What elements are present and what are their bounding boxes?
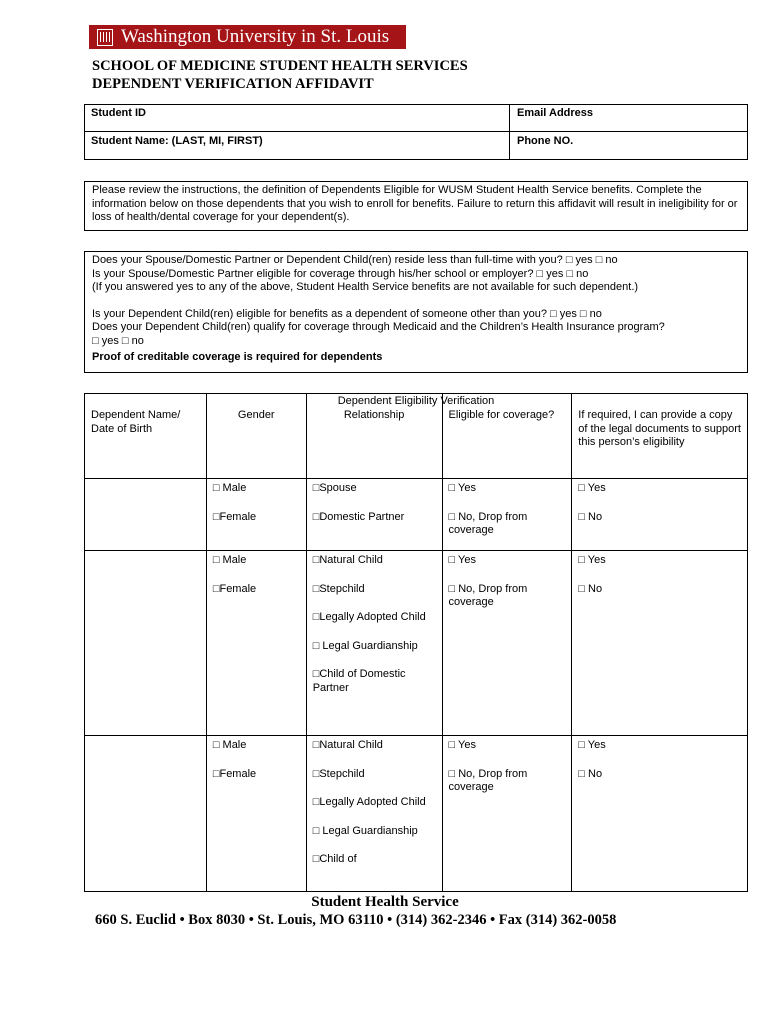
relationship-adopted-checkbox[interactable]: □Legally Adopted Child <box>312 611 426 623</box>
table-row <box>85 551 748 736</box>
header-gender: Gender <box>206 394 306 479</box>
relationship-domestic-partner-checkbox[interactable]: □Domestic Partner <box>312 510 405 523</box>
proof-note: Proof of creditable coverage is required for dependents <box>92 351 383 363</box>
documents-yes-checkbox[interactable]: □ Yes <box>578 482 606 494</box>
eligible-no-checkbox[interactable]: □ No, Drop from coverage <box>448 582 528 608</box>
eligible-yes-checkbox[interactable]: □ Yes <box>448 482 476 494</box>
documents-no-checkbox[interactable]: □ No <box>578 582 603 595</box>
relationship-guardianship-checkbox[interactable]: □ Legal Guardianship <box>312 639 418 652</box>
gender-female-checkbox[interactable]: □Female <box>212 767 257 780</box>
email-field[interactable]: Email Address <box>517 107 594 119</box>
footer-office: Student Health Service <box>311 894 459 910</box>
phone-field[interactable]: Phone NO. <box>517 135 574 147</box>
question-note: (If you answered yes to any of the above, Student Health Service benefits are not available for such dependent.) <box>92 281 639 293</box>
eligible-no-checkbox[interactable]: □ No, Drop from coverage <box>448 510 528 536</box>
student-info-box <box>84 104 748 160</box>
table-row <box>85 479 748 551</box>
header-eligible: Eligible for coverage? <box>442 394 572 479</box>
relationship-stepchild-checkbox[interactable]: □Stepchild <box>312 582 365 595</box>
relationship-natural-child-checkbox[interactable]: □Natural Child <box>312 739 383 751</box>
relationship-spouse-checkbox[interactable]: □Spouse <box>312 482 357 494</box>
dependent-name-cell[interactable] <box>85 551 207 736</box>
dependent-name-cell[interactable] <box>85 736 207 892</box>
relationship-stepchild-checkbox[interactable]: □Stepchild <box>312 767 365 780</box>
university-logo <box>89 25 406 49</box>
instructions-box <box>84 181 748 231</box>
eligible-no-checkbox[interactable]: □ No, Drop from coverage <box>448 767 528 793</box>
table-row <box>85 736 748 892</box>
documents-no-checkbox[interactable]: □ No <box>578 510 603 523</box>
dependent-table <box>84 393 748 892</box>
relationship-child-of-partner-checkbox[interactable]: □Child of <box>312 853 357 865</box>
instructions-text: Please review the instructions, the definition of Dependents Eligible for WUSM Student Health Service benefits. Complete the information below on those dependents that you wish to enroll for benefits. Failure to return this affidavit will result in ineligibility for or loss of health/dental coverage for your dependent(s). <box>92 184 738 223</box>
question-medicaid: Does your Dependent Child(ren) qualify for coverage through Medicaid and the Children’s Health Insurance program? <box>92 321 665 333</box>
gender-male-checkbox[interactable]: □ Male <box>212 554 247 566</box>
gender-female-checkbox[interactable]: □Female <box>212 582 257 595</box>
header-documents: If required, I can provide a copy of the legal documents to support this person’s eligibility <box>572 394 748 479</box>
table-caption: Dependent Eligibility Verification <box>337 395 495 407</box>
shield-icon <box>97 29 113 46</box>
documents-no-checkbox[interactable]: □ No <box>578 767 603 780</box>
student-name-field[interactable]: Student Name: (LAST, MI, FIRST) <box>91 135 263 147</box>
question-spouse-coverage[interactable]: Is your Spouse/Domestic Partner eligible for coverage through his/her school or employer? □ yes □ no <box>92 267 589 280</box>
logo-text: Washington University in St. Louis <box>121 26 390 47</box>
gender-male-checkbox[interactable]: □ Male <box>212 482 247 494</box>
footer-address: 660 S. Euclid • Box 8030 • St. Louis, MO 63110 • (314) 362-2346 • Fax (314) 362-0058 <box>95 912 617 928</box>
relationship-natural-child-checkbox[interactable]: □Natural Child <box>312 554 383 566</box>
gender-male-checkbox[interactable]: □ Male <box>212 739 247 751</box>
relationship-child-of-partner-checkbox[interactable]: □Child of Domestic Partner <box>312 668 406 694</box>
question-reside[interactable]: Does your Spouse/Domestic Partner or Dependent Child(ren) reside less than full-time with you? □ yes □ no <box>92 254 618 266</box>
documents-yes-checkbox[interactable]: □ Yes <box>578 554 606 566</box>
page-title: SCHOOL OF MEDICINE STUDENT HEALTH SERVICES <box>92 58 468 74</box>
eligible-yes-checkbox[interactable]: □ Yes <box>448 554 476 566</box>
questions-box <box>84 251 748 373</box>
question-medicaid-options[interactable]: □ yes □ no <box>92 334 144 347</box>
relationship-guardianship-checkbox[interactable]: □ Legal Guardianship <box>312 824 418 837</box>
relationship-adopted-checkbox[interactable]: □Legally Adopted Child <box>312 796 426 808</box>
question-child-eligible[interactable]: Is your Dependent Child(ren) eligible for benefits as a dependent of someone other than you? □ yes □ no <box>92 307 602 320</box>
gender-female-checkbox[interactable]: □Female <box>212 510 257 523</box>
eligible-yes-checkbox[interactable]: □ Yes <box>448 739 476 751</box>
header-dependent-name: Dependent Name/ Date of Birth <box>85 394 207 479</box>
dependent-name-cell[interactable] <box>85 479 207 551</box>
documents-yes-checkbox[interactable]: □ Yes <box>578 739 606 751</box>
student-id-field[interactable]: Student ID <box>91 107 146 119</box>
header-relationship: Relationship <box>306 394 442 479</box>
page-subtitle: DEPENDENT VERIFICATION AFFIDAVIT <box>92 76 374 92</box>
